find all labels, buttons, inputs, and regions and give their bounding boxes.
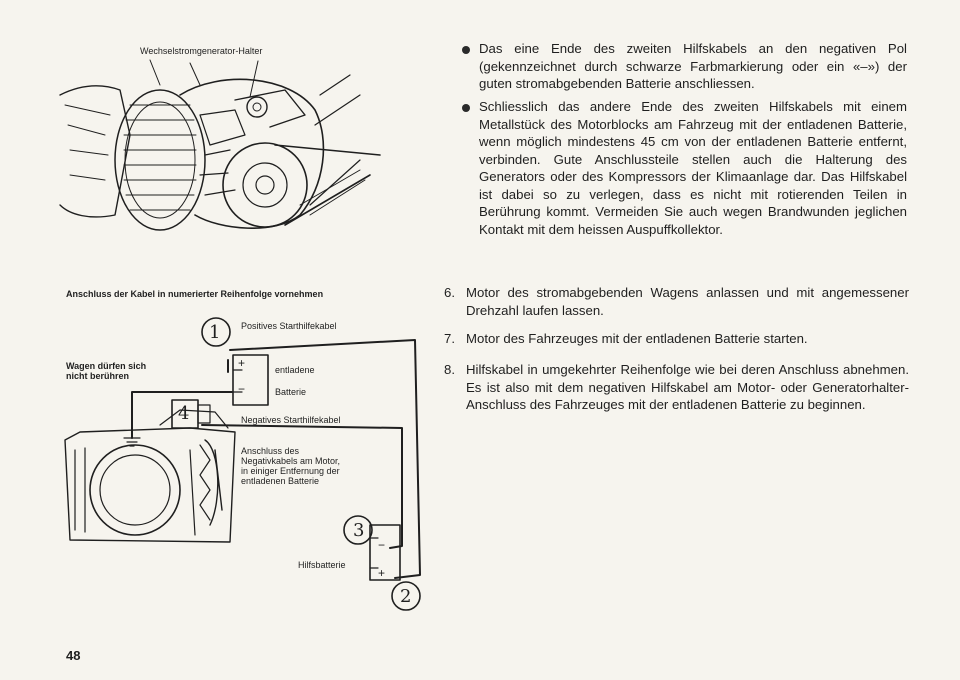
label-aux-battery: Hilfsbatterie (298, 560, 346, 570)
marker-2: 2 (400, 586, 412, 607)
vehicles-warning: Wagen dürfen sich nicht berühren (66, 361, 147, 381)
label-positive-cable: Positives Starthilfekabel (241, 321, 337, 331)
discharged-battery-plus: + (238, 356, 246, 370)
aux-battery-minus: − (378, 538, 386, 552)
alternator-illustration (60, 55, 390, 245)
bullet-dot (462, 46, 470, 54)
step-number: 7. (444, 331, 455, 346)
step-number: 6. (444, 285, 455, 300)
alternator-bracket-label: Wechselstromgenerator-Halter (140, 46, 263, 56)
label-discharged: entladene (275, 365, 315, 375)
marker-3: 3 (353, 520, 365, 541)
discharged-battery-minus: − (238, 382, 246, 396)
wiring-caption: Anschluss der Kabel in numerierter Reihenfolge vornehmen (66, 289, 324, 299)
label-negative-cable: Negatives Starthilfekabel (241, 415, 341, 425)
marker-4: 4 (178, 403, 190, 424)
step-text: Hilfskabel in umgekehrter Reihenfolge wie bei deren Anschluss abnehmen. Es ist also mit dem negativen Hilfskabel am Motor- oder Generatorhalter-Anschluss des Fahrzeuges mit der entladenen Batterie zu beginnen. (466, 362, 909, 412)
aux-battery-plus: + (378, 566, 386, 580)
bullet-dot (462, 104, 470, 112)
bullet-item: Schliesslich das andere Ende des zweiten Hilfskabels mit einem Metallstück des Motorblocks am Fahrzeug mit der entladenen Batterie, wenn möglich mindestens 45 cm von der entladenen Batterie entfernt, verbinden. Gute Anschlussteile stellen auch die Halterung des Generators oder des Kompressors der Klimaanlage dar. Das Hilfskabel ist dabei so zu verlegen, dass es nicht mit rotierenden Teilen in Berührung kommt. Vermeiden Sie auch wegen Brandwunden jeglichen Kontakt mit dem heissen Auspuffkollektor. (479, 99, 907, 237)
step-text: Motor des stromabgebenden Wagens anlassen und mit angemessener Drehzahl laufen lassen. (466, 285, 909, 318)
page-number: 48 (66, 648, 81, 663)
label-battery: Batterie (275, 387, 307, 397)
step-number: 8. (444, 362, 455, 377)
marker-1: 1 (209, 322, 221, 343)
label-ground-point: Anschluss des Negativkabels am Motor, in einiger Entfernung der entladenen Batterie (241, 446, 341, 486)
step-text: Motor des Fahrzeuges mit der entladenen Batterie starten. (466, 331, 808, 346)
wiring-diagram (60, 300, 430, 620)
bullet-item: Das eine Ende des zweiten Hilfskabels an den negativen Pol (gekennzeichnet durch schwarze Farbmarkierung oder ein «–») der guten stromabgebenden Batterie anschliessen. (479, 41, 907, 91)
